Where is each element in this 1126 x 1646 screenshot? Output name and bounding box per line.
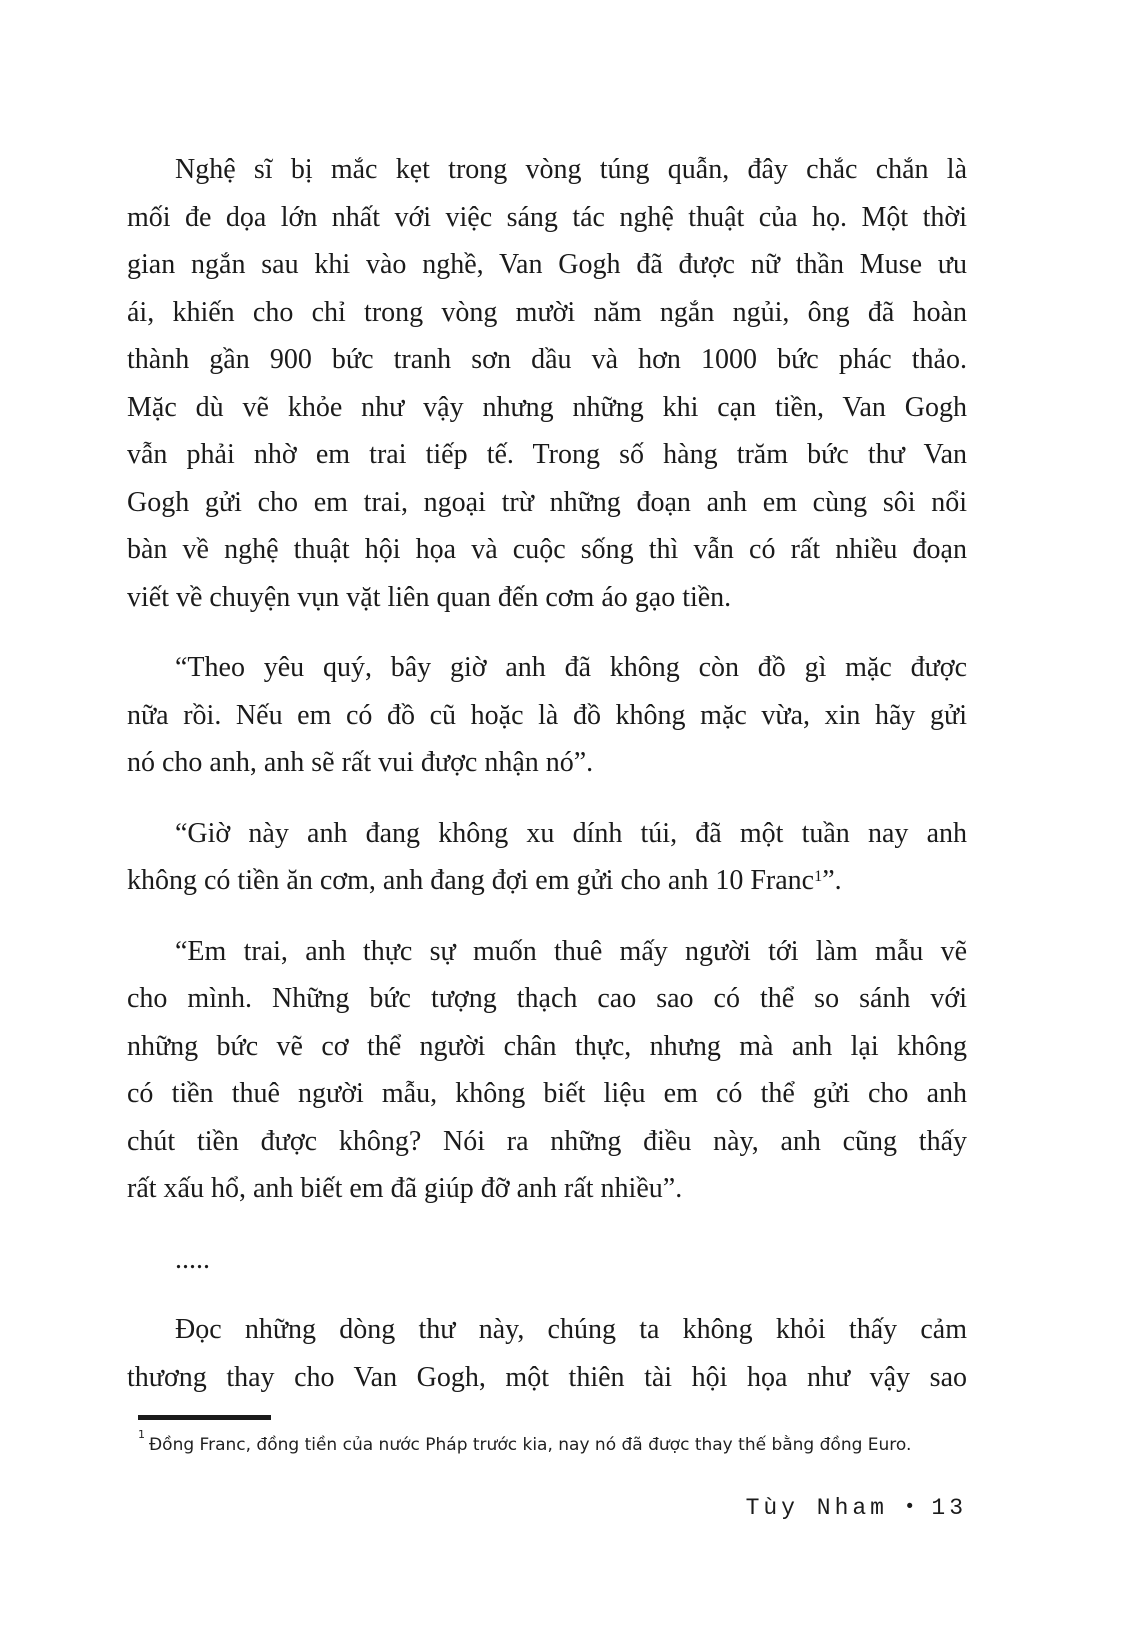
page-number: 13 xyxy=(931,1495,967,1521)
footnote-marker: 1 xyxy=(138,1428,145,1442)
paragraph-line: rất xấu hổ, anh biết em đã giúp đỡ anh rất nhiều”. xyxy=(127,1173,683,1204)
paragraph-line: chút tiền được không? Nói ra những điều này, anh cũng thấy xyxy=(127,1125,967,1157)
paragraph xyxy=(127,1306,967,1401)
paragraph-line: nó cho anh, anh sẽ rất vui được nhận nó”. xyxy=(127,747,594,778)
paragraph-line: nữa rồi. Nếu em có đồ cũ hoặc là đồ không mặc vừa, xin hãy gửi xyxy=(127,699,967,731)
paragraph-line: Mặc dù vẽ khỏe như vậy nhưng những khi cạn tiền, Van Gogh xyxy=(127,391,967,423)
paragraph-line: mối đe dọa lớn nhất với việc sáng tác nghệ thuật của họ. Một thời xyxy=(127,201,967,233)
page-footer xyxy=(746,1495,967,1521)
paragraph-line: thành gần 900 bức tranh sơn dầu và hơn 1000 bức phác thảo. xyxy=(127,344,967,375)
paragraph-quote xyxy=(127,810,967,905)
paragraph-line: Đọc những dòng thư này, chúng ta không khỏi thấy cảm xyxy=(175,1314,967,1345)
paragraph-line: “Em trai, anh thực sự muốn thuê mấy người tới làm mẫu vẽ xyxy=(175,935,967,967)
paragraph-quote xyxy=(127,644,967,787)
paragraph-line: ái, khiến cho chỉ trong vòng mười năm ngắn ngủi, ông đã hoàn xyxy=(127,296,967,328)
paragraph xyxy=(127,146,967,621)
paragraph-line: cho mình. Những bức tượng thạch cao sao có thể so sánh với xyxy=(127,983,967,1014)
footnote xyxy=(138,1428,968,1457)
paragraph-line: thương thay cho Van Gogh, một thiên tài hội họa như vậy sao xyxy=(127,1361,967,1393)
line-text: không có tiền ăn cơm, anh đang đợi em gửi cho anh 10 Franc xyxy=(127,865,815,896)
line-text: ”. xyxy=(822,865,842,896)
running-title: Tùy Nham xyxy=(745,1495,888,1521)
paragraph-ellipsis xyxy=(127,1236,967,1284)
paragraph-line xyxy=(127,857,967,905)
paragraph-line: gian ngắn sau khi vào nghề, Van Gogh đã được nữ thần Muse ưu xyxy=(127,249,967,280)
paragraph-quote xyxy=(127,928,967,1213)
paragraph-line: có tiền thuê người mẫu, không biết liệu em có thể gửi cho anh xyxy=(127,1078,967,1109)
paragraph-line: Gogh gửi cho em trai, ngoại trừ những đoạn anh em cùng sôi nổi xyxy=(127,486,967,518)
paragraph-line: vẫn phải nhờ em trai tiếp tế. Trong số hàng trăm bức thư Van xyxy=(127,439,967,470)
paragraph-line: Nghệ sĩ bị mắc kẹt trong vòng túng quẫn, đây chắc chắn là xyxy=(175,154,967,185)
paragraph-line: “Giờ này anh đang không xu dính túi, đã một tuần nay anh xyxy=(175,817,967,849)
paragraph-line: những bức vẽ cơ thể người chân thực, nhưng mà anh lại không xyxy=(127,1030,967,1062)
footnote-separator-rule xyxy=(138,1415,271,1420)
paragraph-line: viết về chuyện vụn vặt liên quan đến cơm áo gạo tiền. xyxy=(127,581,732,613)
paragraph-line: “Theo yêu quý, bây giờ anh đã không còn đồ gì mặc được xyxy=(175,652,967,683)
paragraph-line: ..... xyxy=(175,1243,210,1275)
bullet-separator: • xyxy=(903,1496,916,1518)
footnote-ref: 1 xyxy=(814,866,823,885)
footnote-text: Đồng Franc, đồng tiền của nước Pháp trước kia, nay nó đã được thay thế bằng đồng Euro. xyxy=(149,1435,912,1455)
page-body xyxy=(127,146,967,1401)
paragraph-line: bàn về nghệ thuật hội họa và cuộc sống thì vẫn có rất nhiều đoạn xyxy=(127,534,967,565)
